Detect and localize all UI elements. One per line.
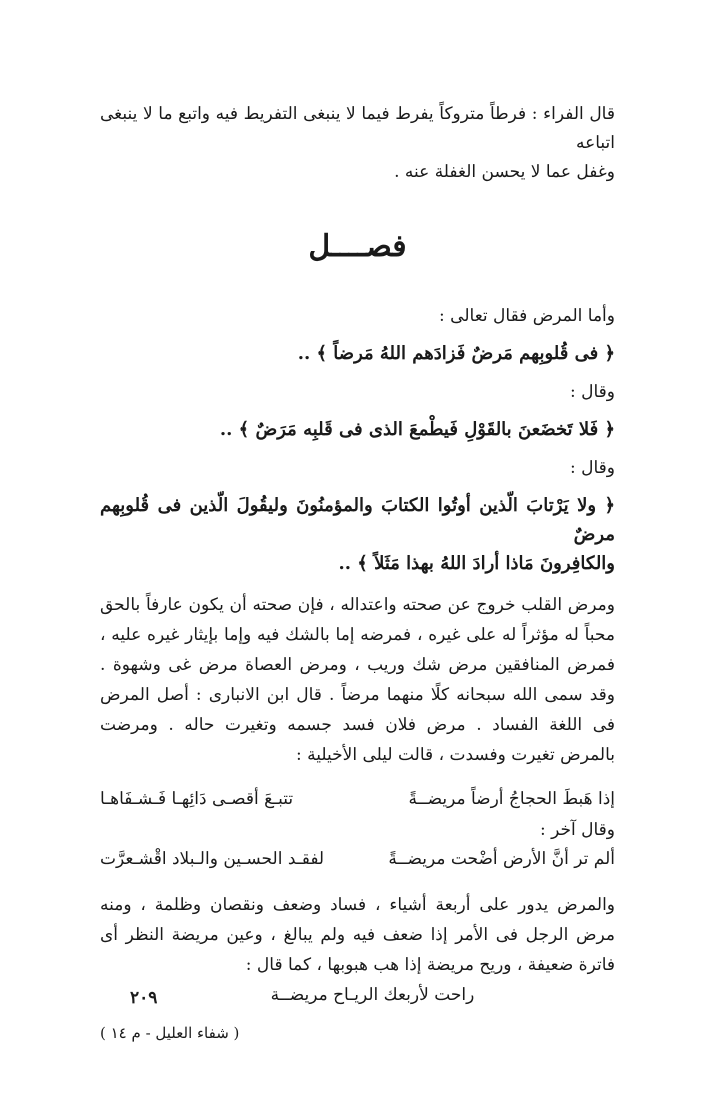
page-number: ٢٠٩ bbox=[130, 988, 158, 1008]
poem-1-first-hemistich: إذا هَبطَ الحجاجُ أرضاً مريضــةً bbox=[408, 789, 615, 809]
poem-verse-1 bbox=[100, 784, 615, 814]
quran-verse-2: ﴿ فَلا تَخضَعنَ بالقَوْلِ فَيطْمعَ الذى فى قَلبِه مَرَضٌ ﴾ .. bbox=[219, 419, 615, 440]
page-body bbox=[100, 100, 615, 1010]
poem-verse-2 bbox=[100, 844, 615, 874]
poem-2-first-hemistich: ألم تر أنَّ الأرض أضْحت مريضــةً bbox=[388, 849, 615, 869]
poem-verse-3: راحت لأربعك الريـاح مريضــة bbox=[270, 985, 475, 1005]
disease-lead: وأما المرض فقال تعالى : bbox=[439, 306, 615, 326]
quran-verse-3-line-2: والكافِرونَ مَاذا أرادَ اللهُ بهذا مَثَلاً ﴾ .. bbox=[338, 553, 615, 574]
footer-book-reference: ( شفاء العليل - م ١٤ ) bbox=[100, 1024, 240, 1042]
another-said-line: وقال آخر : bbox=[539, 820, 615, 840]
quran-verse-3-line-1: ﴿ ولا يَرْتابَ الّذين أوتُوا الكتابَ والمؤمنُونَ وليقُولَ الّذين فى قُلوبِهم مرضٌ bbox=[100, 495, 615, 545]
section-heading: فصــــل bbox=[308, 229, 407, 264]
quran-verse-3 bbox=[100, 491, 615, 578]
poem-2-second-hemistich: لفقـد الحسـين والـبلاد اقْشـعرَّت bbox=[100, 849, 325, 869]
said-line-1: وقال : bbox=[570, 382, 615, 402]
body-paragraph-2: والمرض يدور على أربعة أشياء ، فساد وضعف ونقصان وظلمة ، ومنه مرض الرجل فى الأمر إذا ضعف فيه ولم يبالغ ، وعين مريضة النظر أى فاترة ضعيفة ، وريح مريضة إذا هب هبوبها ، كما قال : bbox=[100, 895, 615, 975]
said-line-2: وقال : bbox=[570, 458, 615, 478]
body-paragraph-1: ومرض القلب خروج عن صحته واعتداله ، فإن صحته أن يكون عارفاً بالحق محباً له مؤثراً له على غيره ، فمرضه إما بالشك فيه وإما بإيثار غيره عليه ، فمرض المنافقين مرض شك وريب ، ومرض العصاة مرض غى وشهوة . وقد سمى الله سبحانه كلًا منهما مرضاً . قال ابن الانبارى : أصل المرض فى اللغة الفساد . مرض فلان فسد جسمه وتغيرت حاله . ومرضت بالمرض تغيرت وفسدت ، قالت ليلى الأخيلية : bbox=[100, 595, 615, 765]
intro-paragraph bbox=[100, 100, 615, 187]
intro-line-1: قال الفراء : فرطاً متروكاً يفرط فيما لا ينبغى التفريط فيه واتبع ما لا ينبغى اتباعه bbox=[100, 104, 615, 153]
intro-line-2: وغفل عما لا يحسن الغفلة عنه . bbox=[394, 162, 615, 182]
quran-verse-1: ﴿ فى قُلوبِهم مَرضٌ فَزادَهم اللهُ مَرضاً ﴾ .. bbox=[297, 343, 615, 364]
poem-1-second-hemistich: تتبـعَ أقصـى دَائِهـا فَـشـفَاهـا bbox=[100, 789, 294, 809]
